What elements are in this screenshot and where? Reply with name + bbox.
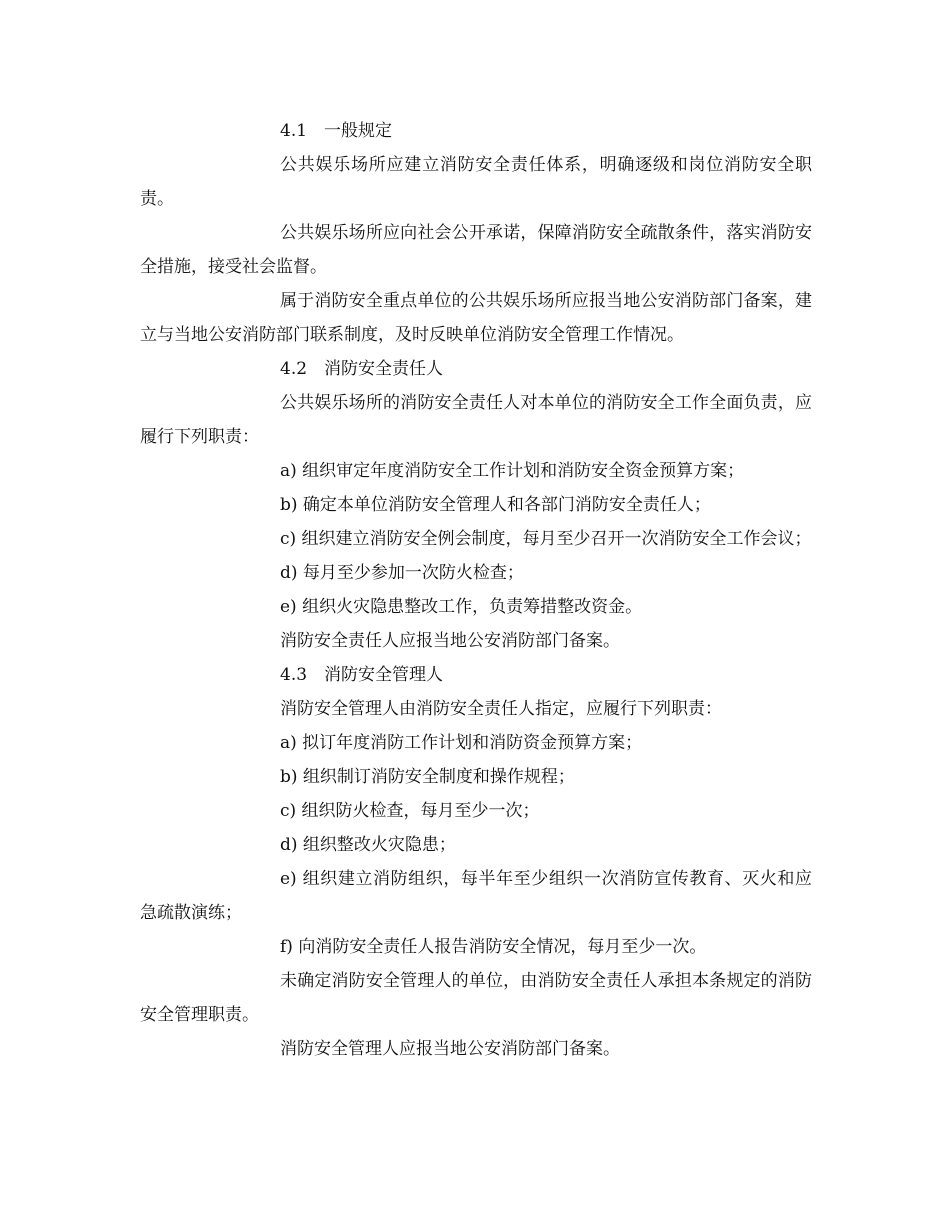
paragraph: 属于消防安全重点单位的公共娱乐场所应报当地公安消防部门备案，建立与当地公安消防部门联系制度，及时反映单位消防安全管理工作情况。 [140, 291, 812, 345]
list-item: a) 拟订年度消防工作计划和消防资金预算方案； [280, 733, 643, 753]
paragraph: 公共娱乐场所应向社会公开承诺，保障消防安全疏散条件，落实消防安全措施，接受社会监督。 [140, 223, 812, 277]
section-heading-4-1: 4.1 一般规定 [280, 121, 393, 141]
paragraph: 公共娱乐场所的消防安全责任人对本单位的消防安全工作全面负责，应履行下列职责： [140, 393, 812, 447]
section-heading-4-2: 4.2 消防安全责任人 [280, 359, 444, 379]
list-item: e) 组织火灾隐患整改工作，负责筹措整改资金。 [280, 597, 643, 617]
list-item: c) 组织建立消防安全例会制度，每月至少召开一次消防安全工作会议； [280, 529, 812, 549]
list-item: b) 确定本单位消防安全管理人和各部门消防安全责任人； [280, 495, 711, 515]
list-item: e) 组织建立消防组织，每半年至少组织一次消防宣传教育、灭火和应急疏散演练； [140, 869, 812, 923]
section-heading-4-3: 4.3 消防安全管理人 [280, 665, 444, 685]
paragraph: 公共娱乐场所应建立消防安全责任体系，明确逐级和岗位消防安全职责。 [140, 155, 812, 209]
list-item: b) 组织制订消防安全制度和操作规程； [280, 767, 575, 787]
list-item: a) 组织审定年度消防安全工作计划和消防安全资金预算方案； [280, 461, 745, 481]
list-item: f) 向消防安全责任人报告消防安全情况，每月至少一次。 [280, 937, 707, 957]
list-item: d) 组织整改火灾隐患； [280, 835, 456, 855]
paragraph: 消防安全管理人应报当地公安消防部门备案。 [280, 1039, 620, 1059]
document-body [140, 114, 812, 1066]
paragraph: 未确定消防安全管理人的单位，由消防安全责任人承担本条规定的消防安全管理职责。 [140, 971, 812, 1025]
list-item: d) 每月至少参加一次防火检查； [280, 563, 524, 583]
paragraph: 消防安全责任人应报当地公安消防部门备案。 [280, 631, 620, 651]
paragraph: 消防安全管理人由消防安全责任人指定，应履行下列职责： [280, 699, 722, 719]
list-item: c) 组织防火检查，每月至少一次； [280, 801, 540, 821]
